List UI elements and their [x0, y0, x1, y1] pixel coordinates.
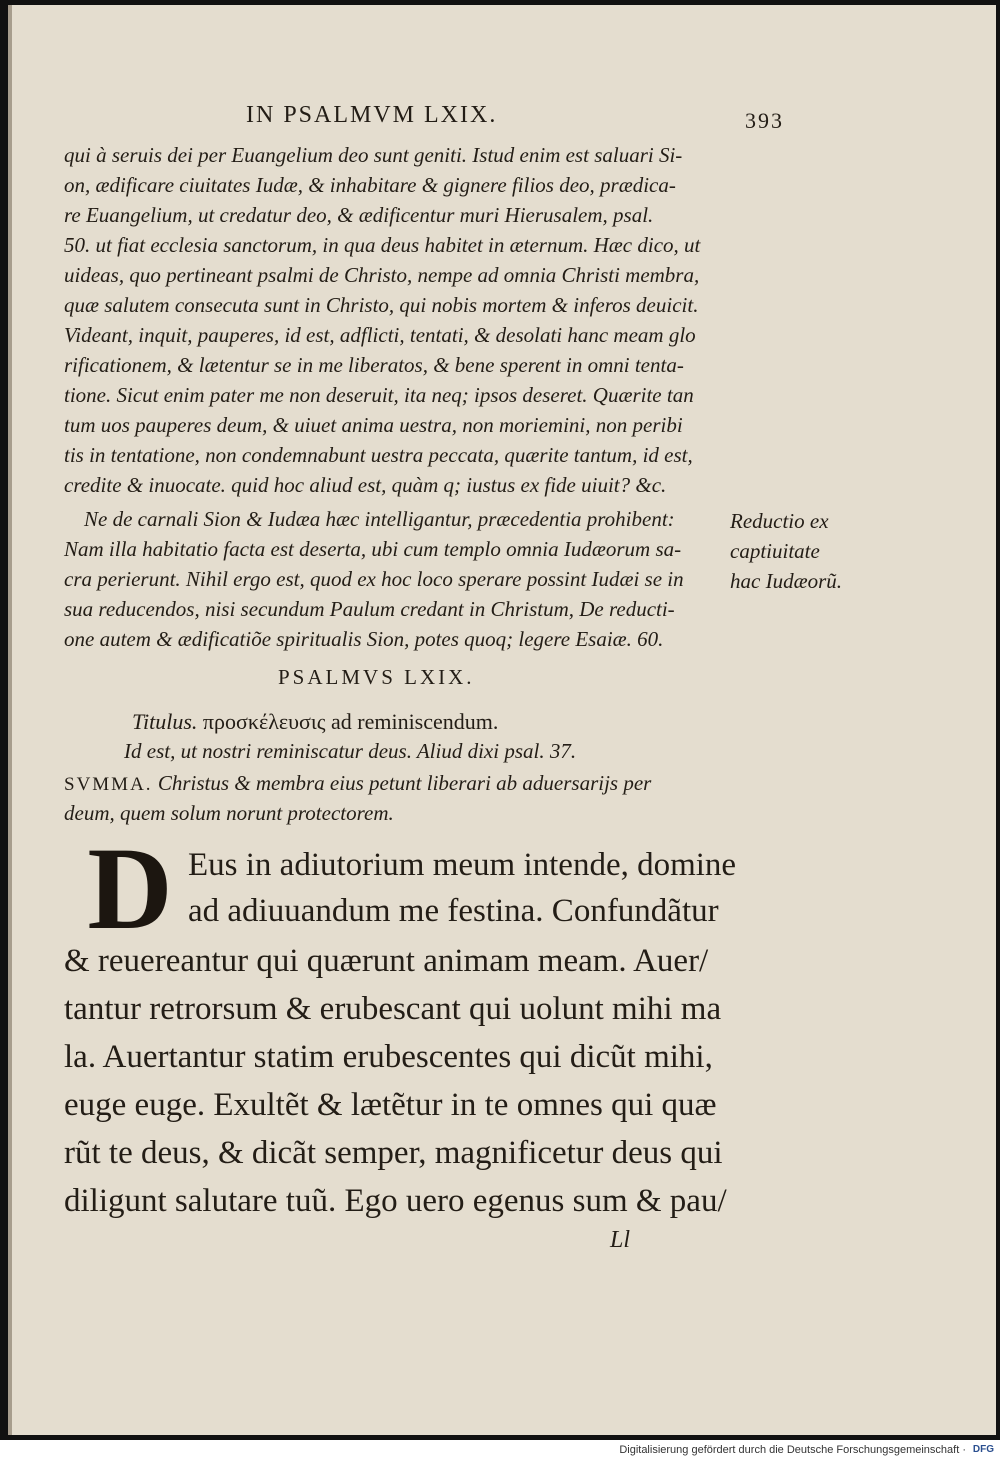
margin-note-line: captiuitate	[730, 539, 820, 563]
commentary-line: uideas, quo pertineant psalmi de Christo, nempe ad omnia Christi membra,	[64, 263, 700, 287]
commentary-line: qui à seruis dei per Euangelium deo sunt geniti. Istud enim est saluari Si-	[64, 143, 683, 167]
psalm-line: euge euge. Exultẽt & lætẽtur in te omnes qui quæ	[64, 1087, 717, 1123]
psalm-line: Eus in adiutorium meum intende, domine	[188, 847, 737, 883]
title-line	[132, 709, 498, 735]
commentary-line: on, ædificare ciuitates Iudæ, & inhabitare & gignere filios deo, prædica-	[64, 173, 676, 197]
commentary-line: re Euangelium, ut credatur deo, & ædificentur muri Hierusalem, psal.	[64, 203, 654, 227]
commentary-line: 50. ut fiat ecclesia sanctorum, in qua deus habitet in æternum. Hæc dico, ut	[64, 233, 701, 257]
book-page	[8, 5, 996, 1435]
commentary-line: Ne de carnali Sion & Iudæa hæc intelligantur, præcedentia prohibent:	[84, 507, 675, 531]
title-label: Titulus.	[132, 709, 198, 734]
commentary-line: tione. Sicut enim pater me non deseruit, ita neq; ipsos deseret. Quærite tan	[64, 383, 694, 407]
psalm-heading: PSALMVS LXIX.	[278, 665, 475, 689]
commentary-line: tum uos pauperes deum, & uiuet anima uestra, non moriemini, non peribi	[64, 413, 683, 437]
commentary-line: cra perierunt. Nihil ergo est, quod ex hoc loco sperare possint Iudæi se in	[64, 567, 684, 591]
commentary-line: sua reducendos, nisi secundum Paulum credant in Christum, De reducti-	[64, 597, 675, 621]
footer-bar	[0, 1440, 1000, 1462]
running-title: IN PSALMVM LXIX.	[246, 102, 498, 128]
psalm-line: & reuereantur qui quærunt animam meam. Auer/	[64, 943, 709, 979]
margin-note-line: Reductio ex	[730, 509, 829, 533]
commentary-line: tis in tentatione, non condemnabunt uestra peccata, quærite tantum, id est,	[64, 443, 693, 467]
summa-text: deum, quem solum norunt protectorem.	[64, 801, 394, 825]
decorated-initial: D	[87, 823, 173, 954]
commentary-line: Videant, inquit, pauperes, id est, adflicti, tentati, & desolati hanc meam glo	[64, 323, 696, 347]
psalm-line: la. Auertantur statim erubescentes qui dicũt mihi,	[64, 1039, 713, 1075]
page-number: 393	[745, 108, 784, 133]
psalm-line: ad adiuuandum me festina. Confundãtur	[188, 893, 719, 929]
commentary-line: one autem & ædificatiõe spiritualis Sion, potes quoq; legere Esaiæ. 60.	[64, 627, 664, 651]
commentary-line: rificationem, & lætentur se in me liberatos, & bene sperent in omni tenta-	[64, 353, 684, 377]
summa-label: SVMMA.	[64, 774, 153, 795]
margin-note-line: hac Iudæorũ.	[730, 569, 842, 593]
psalm-line: diligunt salutare tuũ. Ego uero egenus sum & pau/	[64, 1183, 727, 1219]
psalm-line: rũt te deus, & dicãt semper, magnificetur deus qui	[64, 1135, 723, 1171]
dfg-logo-icon: DFG	[972, 1444, 994, 1455]
greek-title: προσκέλευσις	[202, 709, 326, 734]
commentary-line: Nam illa habitatio facta est deserta, ubi cum templo omnia Iudæorum sa-	[64, 537, 682, 561]
commentary-line: credite & inuocate. quid hoc aliud est, quàm q; iustus ex fide uiuit? &c.	[64, 473, 667, 497]
summa-text: Christus & membra eius petunt liberari ab aduersarijs per	[157, 771, 652, 795]
funding-credit: Digitalisierung gefördert durch die Deutsche Forschungsgemeinschaft ·	[619, 1444, 966, 1456]
psalm-line: tantur retrorsum & erubescant qui uolunt mihi ma	[64, 991, 722, 1027]
commentary-line: quæ salutem consecuta sunt in Christo, qui nobis mortem & inferos deuicit.	[64, 293, 699, 317]
title-text: ad reminiscendum.	[330, 709, 499, 734]
catchword: Ll	[610, 1227, 631, 1253]
title-explanation: Id est, ut nostri reminiscatur deus. Aliud dixi psal. 37.	[124, 739, 577, 763]
summa-line	[64, 771, 651, 796]
